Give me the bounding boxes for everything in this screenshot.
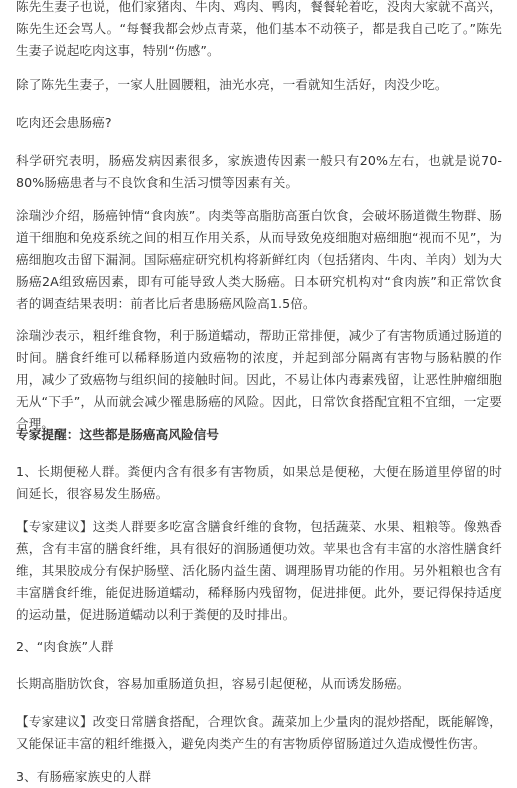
paragraph: 长期高脂肪饮食，容易加重肠道负担，容易引起便秘，从而诱发肠癌。 [16, 676, 410, 691]
paragraph: 陈先生妻子也说，他们家猪肉、牛肉、鸡肉、鸭肉，餐餐轮着吃，没肉大家就不高兴，陈先生还会骂人。“每餐我都会炒点青菜，他们基本不动筷子，都是我自己吃了。”陈先生妻子说起吃肉这事，特别“伤感”。 [16, 0, 502, 58]
paragraph: 3、有肠癌家族史的人群 [16, 769, 152, 784]
section-heading: 专家提醒：这些都是肠癌高风险信号 [16, 427, 220, 442]
paragraph: 1、长期便秘人群。粪便内含有很多有害物质，如果总是便秘，大便在肠道里停留的时间延长，很容易发生肠癌。 [16, 464, 502, 501]
paragraph: 涂瑞沙表示，粗纤维食物，利于肠道蠕动，帮助正常排便，减少了有害物质通过肠道的时间。膳食纤维可以稀释肠道内致癌物的浓度，并起到部分隔离有害物与肠粘膜的作用，减少了致癌物与组织间的接触时间。因此，不易让体内毒素残留，让恶性肿瘤细胞无从“下手”，从而就会减少罹患肠癌的风险。因此，日常饮食搭配宜粗不宜细，一定要合理。 [16, 328, 502, 431]
paragraph: 2、“肉食族”人群 [16, 639, 114, 654]
paragraph: 科学研究表明，肠癌发病因素很多，家族遗传因素一般只有20%左右，也就是说70-80%肠癌患者与不良饮食和生活习惯等因素有关。 [16, 153, 502, 190]
paragraph: 涂瑞沙介绍，肠癌钟情“食肉族”。肉类等高脂肪高蛋白饮食，会破坏肠道微生物群、肠道干细胞和免疫系统之间的相互作用关系，从而导致免疫细胞对癌细胞“视而不见”，为癌细胞攻击留下漏洞。国际癌症研究机构将新鲜红肉（包括猪肉、牛肉、羊肉）划为大肠癌2A组致癌因素，即有可能导致人类大肠癌。日本研究机构对“食肉族”和正常饮食者的调查结果表明：前者比后者患肠癌风险高1.5倍。 [16, 208, 502, 311]
paragraph: 【专家建议】这类人群要多吃富含膳食纤维的食物，包括蔬菜、水果、粗粮等。像熟香蕉，含有丰富的膳食纤维，具有很好的润肠通便功效。苹果也含有丰富的水溶性膳食纤维，其果胶成分有保护肠壁、活化肠内益生菌、调理肠胃功能的作用。另外粗粮也含有丰富膳食纤维，能促进肠道蠕动，稀释肠内残留物，促进排便。此外，要记得保持适度的运动量，促进肠道蠕动以利于粪便的及时排出。 [16, 519, 502, 622]
paragraph: 吃肉还会患肠癌? [16, 115, 112, 130]
paragraph: 除了陈先生妻子，一家人肚圆腰粗，油光水亮，一看就知生活好，肉没少吃。 [16, 77, 448, 92]
paragraph: 【专家建议】改变日常膳食搭配，合理饮食。蔬菜加上少量肉的混炒搭配，既能解馋，又能保证丰富的粗纤维摄入，避免肉类产生的有害物质停留肠道过久造成慢性伤害。 [16, 714, 502, 751]
